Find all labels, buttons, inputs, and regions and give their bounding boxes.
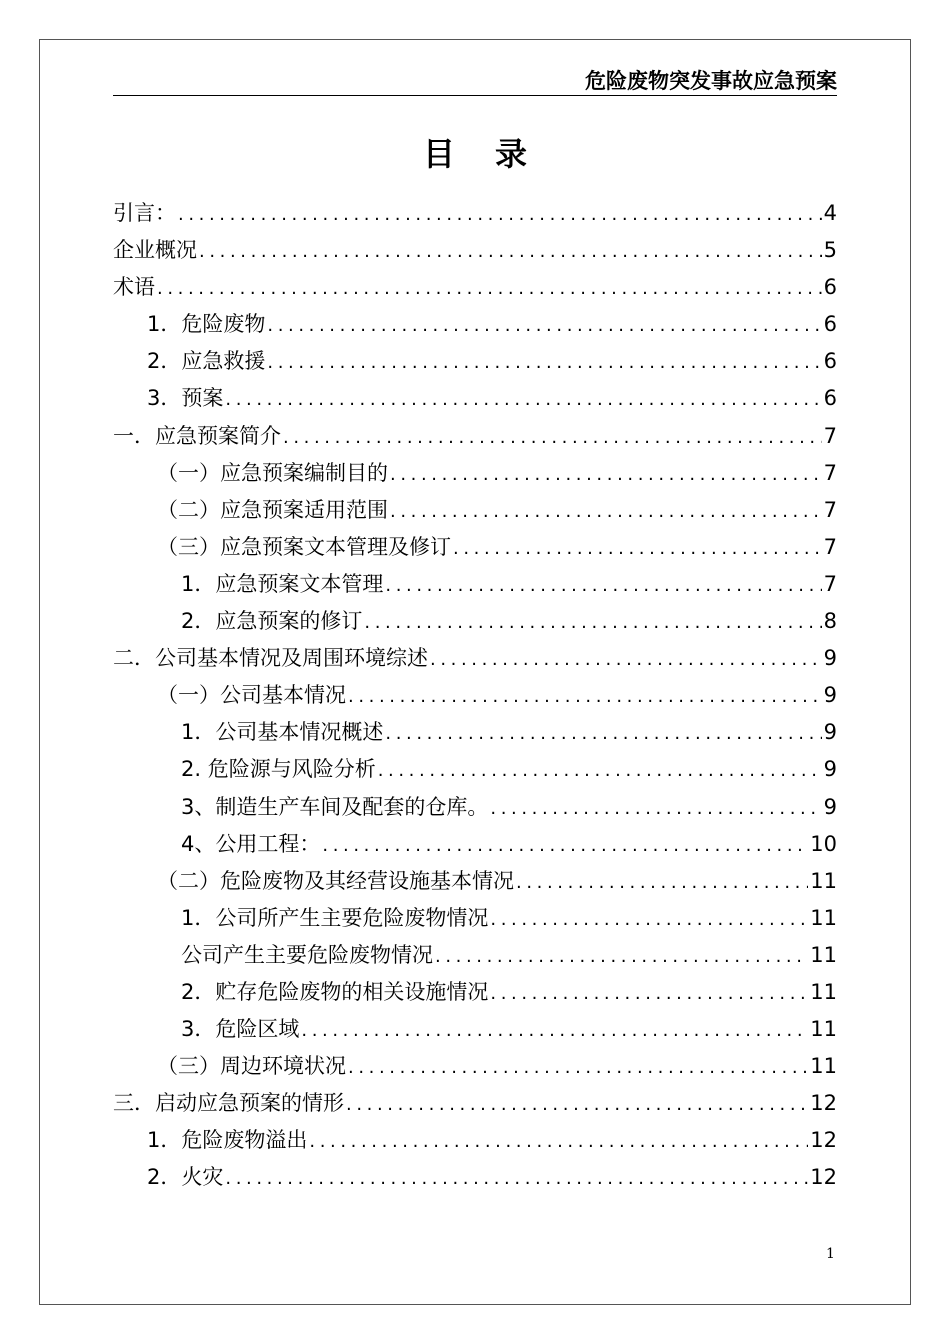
- toc-entry[interactable]: [113, 269, 837, 306]
- toc-entry-page: 9: [823, 757, 837, 782]
- toc-entry-label: 3．预案: [147, 386, 224, 411]
- toc-entry-label: 1．公司基本情况概述: [181, 720, 384, 745]
- toc-dot-leader: [157, 270, 822, 307]
- toc-entry-page: 6: [823, 312, 837, 337]
- toc-dot-leader: [346, 1086, 808, 1123]
- toc-dot-leader: [490, 975, 808, 1012]
- toc-entry-label: （三）周边环境状况: [157, 1054, 346, 1079]
- toc-entry-page: 7: [823, 534, 837, 559]
- toc-dot-leader: [516, 864, 808, 901]
- toc-entry-label: 4、公用工程：: [181, 831, 321, 856]
- toc-dot-leader: [378, 752, 822, 789]
- toc-entry-label: （一）应急预案编制目的: [157, 460, 388, 485]
- toc-dot-leader: [267, 344, 821, 381]
- toc-entry[interactable]: [113, 677, 837, 714]
- toc-entry-page: 9: [823, 683, 837, 708]
- toc-entry[interactable]: [113, 455, 837, 492]
- toc-entry[interactable]: [113, 232, 837, 269]
- toc-dot-leader: [385, 567, 821, 604]
- toc-dot-leader: [267, 307, 821, 344]
- toc-entry-page: 9: [823, 720, 837, 745]
- toc-entry[interactable]: [113, 306, 837, 343]
- toc-entry[interactable]: [113, 1048, 837, 1085]
- toc-entry-label: 1．公司所产生主要危险废物情况: [181, 905, 489, 930]
- toc-dot-leader: [385, 715, 821, 752]
- toc-entry[interactable]: [113, 566, 837, 603]
- toc-entry-label: 公司产生主要危险废物情况: [181, 942, 433, 967]
- toc-dot-leader: [283, 419, 822, 456]
- toc-entry-page: 7: [823, 460, 837, 485]
- table-of-contents: [113, 195, 837, 1197]
- toc-entry-label: 3、制造生产车间及配套的仓库。: [181, 794, 489, 819]
- toc-entry-label: 企业概况: [113, 238, 197, 263]
- toc-entry-label: 二．公司基本情况及周围环境综述: [113, 646, 428, 671]
- toc-entry-label: （二）危险废物及其经营设施基本情况: [157, 868, 514, 893]
- toc-dot-leader: [348, 678, 822, 715]
- toc-dot-leader: [435, 938, 808, 975]
- page-number: 1: [826, 1246, 835, 1262]
- toc-entry-page: 12: [810, 1128, 837, 1153]
- toc-entry[interactable]: [113, 529, 837, 566]
- toc-entry-label: （二）应急预案适用范围: [157, 497, 388, 522]
- toc-dot-leader: [348, 1049, 808, 1086]
- toc-dot-leader: [199, 233, 822, 270]
- toc-entry[interactable]: [113, 380, 837, 417]
- toc-entry-page: 7: [823, 571, 837, 596]
- toc-entry-page: 11: [810, 1054, 837, 1079]
- toc-entry-page: 11: [810, 979, 837, 1004]
- toc-entry[interactable]: [113, 937, 837, 974]
- toc-entry[interactable]: [113, 603, 837, 640]
- toc-entry[interactable]: [113, 789, 837, 826]
- toc-entry-page: 11: [810, 942, 837, 967]
- document-header: 危险废物突发事故应急预案: [113, 68, 837, 96]
- toc-dot-leader: [490, 901, 808, 938]
- toc-entry-label: 2．贮存危险废物的相关设施情况: [181, 979, 489, 1004]
- toc-entry-page: 5: [823, 238, 837, 263]
- toc-title: 目录: [422, 135, 567, 173]
- toc-entry-label: 2．应急救援: [147, 349, 266, 374]
- toc-entry-page: 4: [823, 201, 837, 225]
- toc-entry-label: （一）公司基本情况: [157, 683, 346, 708]
- toc-dot-leader: [178, 196, 822, 233]
- toc-entry-page: 10: [810, 831, 837, 856]
- toc-entry[interactable]: [113, 492, 837, 529]
- toc-entry[interactable]: [113, 900, 837, 937]
- toc-entry-label: 三．启动应急预案的情形: [113, 1091, 344, 1116]
- toc-dot-leader: [390, 493, 822, 530]
- toc-dot-leader: [364, 604, 821, 641]
- toc-entry-label: 1．危险废物: [147, 312, 266, 337]
- toc-entry[interactable]: [113, 1011, 837, 1048]
- toc-entry-page: 11: [810, 1017, 837, 1042]
- toc-entry-label: 2. 危险源与风险分析: [181, 757, 376, 782]
- toc-dot-leader: [453, 530, 822, 567]
- toc-entry-label: 2．火灾: [147, 1165, 224, 1190]
- toc-entry-label: 引言：: [113, 201, 176, 225]
- toc-dot-leader: [225, 381, 821, 418]
- toc-dot-leader: [490, 790, 821, 827]
- toc-entry-label: 术语: [113, 275, 155, 300]
- toc-entry-label: 一．应急预案简介: [113, 423, 281, 448]
- toc-entry-page: 7: [823, 423, 837, 448]
- toc-dot-leader: [390, 456, 822, 493]
- toc-entry-page: 9: [823, 646, 837, 671]
- toc-entry[interactable]: [113, 418, 837, 455]
- toc-entry[interactable]: [113, 195, 837, 232]
- toc-entry-page: 11: [810, 905, 837, 930]
- toc-entry[interactable]: [113, 751, 837, 788]
- toc-entry[interactable]: [113, 863, 837, 900]
- toc-entry[interactable]: [113, 826, 837, 863]
- toc-entry-label: 2．应急预案的修订: [181, 609, 363, 634]
- toc-entry[interactable]: [113, 974, 837, 1011]
- toc-entry-page: 8: [823, 609, 837, 634]
- toc-entry-page: 6: [823, 349, 837, 374]
- toc-entry[interactable]: [113, 1159, 837, 1196]
- toc-entry-page: 7: [823, 497, 837, 522]
- toc-entry-page: 12: [810, 1165, 837, 1190]
- toc-dot-leader: [322, 827, 808, 864]
- toc-dot-leader: [225, 1160, 808, 1197]
- toc-entry-label: （三）应急预案文本管理及修订: [157, 534, 451, 559]
- toc-entry-page: 9: [823, 794, 837, 819]
- toc-entry[interactable]: [113, 343, 837, 380]
- toc-dot-leader: [430, 641, 822, 678]
- toc-entry[interactable]: [113, 714, 837, 751]
- toc-entry[interactable]: [113, 1122, 837, 1159]
- toc-dot-leader: [301, 1012, 808, 1049]
- toc-entry-page: 6: [823, 386, 837, 411]
- toc-entry[interactable]: [113, 1085, 837, 1122]
- toc-entry-page: 11: [810, 868, 837, 893]
- toc-dot-leader: [309, 1123, 808, 1160]
- toc-entry-page: 6: [823, 275, 837, 300]
- toc-entry-label: 3．危险区域: [181, 1017, 300, 1042]
- toc-entry-label: 1．危险废物溢出: [147, 1128, 308, 1153]
- toc-entry-label: 1．应急预案文本管理: [181, 571, 384, 596]
- toc-entry-page: 12: [810, 1091, 837, 1116]
- toc-entry[interactable]: [113, 640, 837, 677]
